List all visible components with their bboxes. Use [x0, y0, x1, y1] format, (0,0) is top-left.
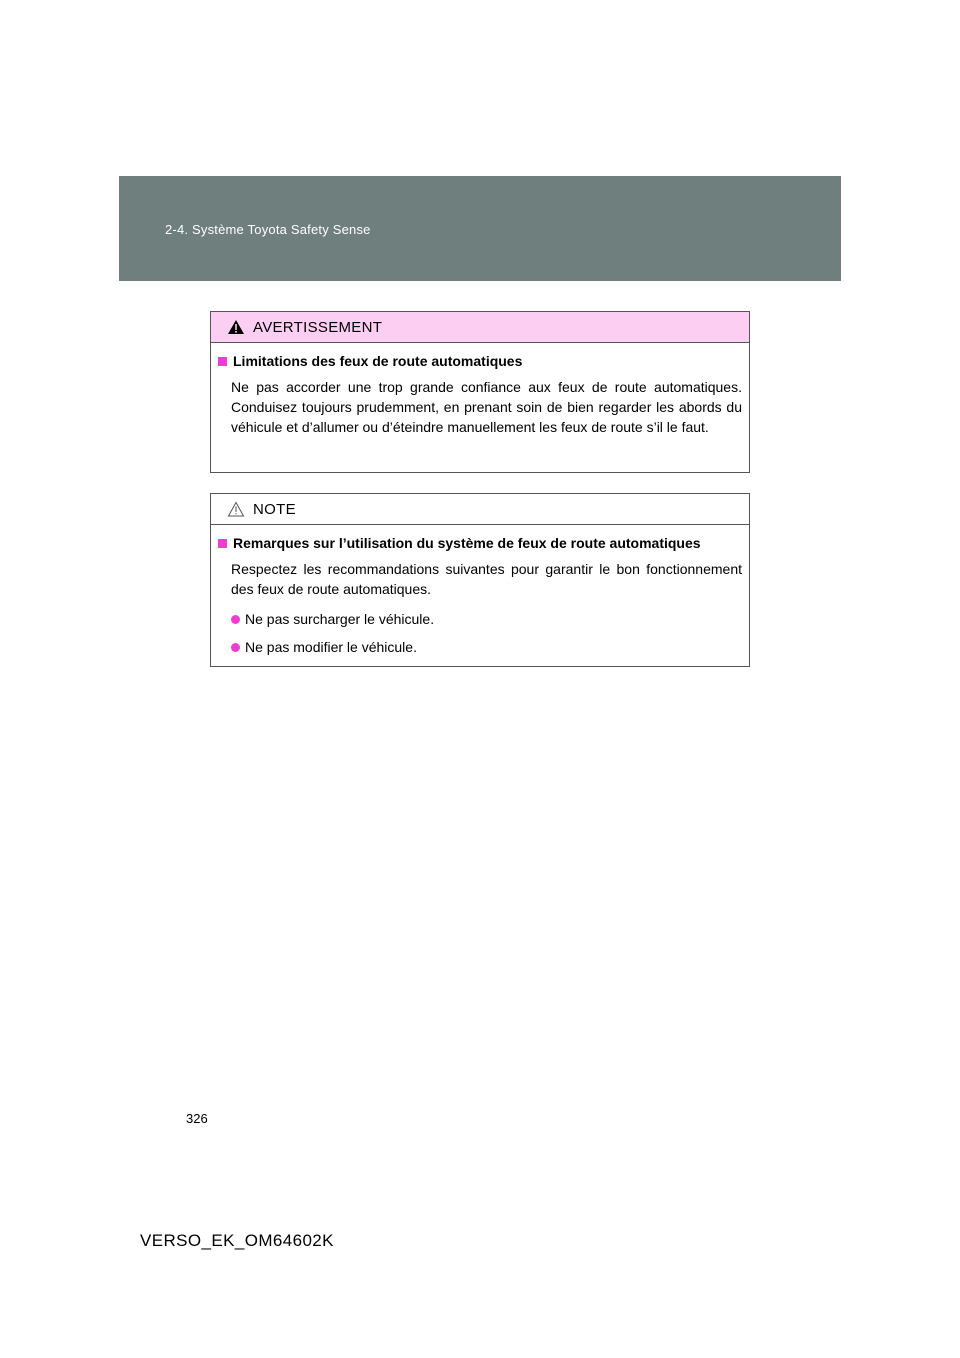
warning-paragraph: Ne pas accorder une trop grande confiance aux feux de route automatiques. Conduisez toujours prudemment, en prenant soin de bien regarder les abords du véhicule et d’allumer ou d’éteindre manuellement les feux de route s’il le faut. — [231, 379, 742, 435]
page-number: 326 — [186, 1111, 208, 1126]
warning-label: AVERTISSEMENT — [253, 318, 383, 336]
round-bullet-icon — [231, 615, 240, 624]
list-item — [218, 611, 742, 627]
note-box — [210, 493, 750, 667]
bullet-text: Ne pas surcharger le véhicule. — [245, 611, 435, 627]
note-item-title — [218, 535, 742, 551]
square-bullet-icon — [218, 357, 227, 366]
warning-header — [211, 312, 749, 343]
list-item — [218, 639, 742, 655]
note-paragraph: Respectez les recommandations suivantes pour garantir le bon fonctionnement des feux de route automatiques. — [231, 561, 742, 597]
warning-title-text: Limitations des feux de route automatiques — [233, 353, 523, 369]
warning-item-title — [218, 353, 742, 369]
warning-box — [210, 311, 750, 473]
round-bullet-icon — [231, 643, 240, 652]
warning-triangle-icon — [227, 319, 245, 335]
document-code: VERSO_EK_OM64602K — [140, 1231, 334, 1250]
note-title-text: Remarques sur l’utilisation du système de feux de route automatiques — [233, 535, 701, 551]
caution-triangle-outline-icon — [227, 501, 245, 517]
note-label: NOTE — [253, 500, 296, 518]
section-header-bar — [119, 176, 841, 281]
note-header — [211, 494, 749, 525]
section-title: 2-4. Système Toyota Safety Sense — [165, 222, 371, 237]
square-bullet-icon — [218, 539, 227, 548]
bullet-text: Ne pas modifier le véhicule. — [245, 639, 417, 655]
